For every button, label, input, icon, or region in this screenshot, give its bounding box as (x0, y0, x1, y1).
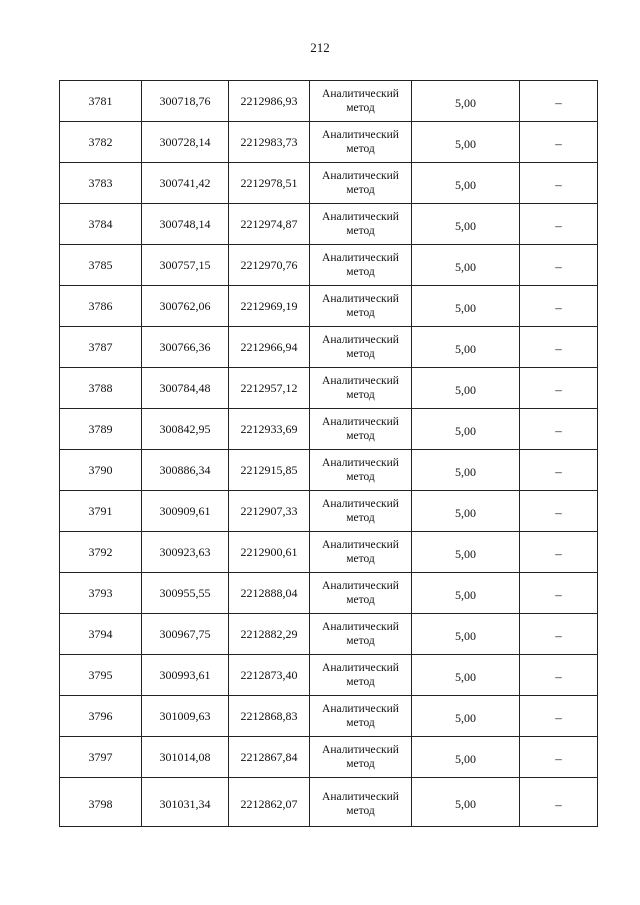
x-coordinate-cell-text: 300993,61 (159, 668, 211, 682)
method-cell-text: Аналитический (322, 252, 399, 264)
y-coordinate-cell-text: 2212978,51 (240, 176, 298, 190)
y-coordinate-cell-text: 2212888,04 (240, 586, 298, 600)
point-number-cell (60, 532, 142, 573)
accuracy-value-cell-text: 5,00 (455, 752, 476, 766)
note-cell (520, 245, 598, 286)
table-row (60, 696, 598, 737)
y-coordinate-cell (229, 614, 310, 655)
x-coordinate-cell (142, 655, 229, 696)
table-row (60, 286, 598, 327)
y-coordinate-cell (229, 81, 310, 122)
accuracy-value-cell-text: 5,00 (455, 383, 476, 397)
y-coordinate-cell-text: 2212957,12 (240, 381, 298, 395)
note-cell (520, 491, 598, 532)
table-body (60, 81, 598, 827)
note-cell-text: – (555, 464, 562, 479)
y-coordinate-cell (229, 491, 310, 532)
point-number-cell-text: 3796 (88, 709, 113, 723)
method-cell-text: метод (346, 676, 375, 689)
accuracy-value-cell-text: 5,00 (455, 219, 476, 233)
coordinates-table-container (59, 80, 598, 827)
accuracy-value-cell (412, 532, 520, 573)
point-number-cell (60, 163, 142, 204)
method-cell-text: Аналитический (322, 375, 399, 387)
x-coordinate-cell-text: 301009,63 (159, 709, 211, 723)
x-coordinate-cell-text: 300923,63 (159, 545, 211, 559)
y-coordinate-cell-text: 2212966,94 (240, 340, 298, 354)
x-coordinate-cell (142, 450, 229, 491)
point-number-cell (60, 614, 142, 655)
method-cell-text: метод (346, 594, 375, 607)
method-cell-text: Аналитический (322, 744, 399, 756)
note-cell (520, 532, 598, 573)
note-cell-text: – (555, 382, 562, 397)
table-row (60, 532, 598, 573)
y-coordinate-cell-text: 2212986,93 (240, 94, 298, 108)
y-coordinate-cell (229, 778, 310, 827)
x-coordinate-cell (142, 327, 229, 368)
x-coordinate-cell-text: 300762,06 (159, 299, 211, 313)
method-cell-text: Аналитический (322, 293, 399, 305)
note-cell-text: – (555, 95, 562, 110)
note-cell (520, 737, 598, 778)
table-row (60, 163, 598, 204)
method-cell (310, 122, 412, 163)
note-cell-text: – (555, 710, 562, 725)
accuracy-value-cell-text: 5,00 (455, 506, 476, 520)
point-number-cell (60, 327, 142, 368)
method-cell (310, 491, 412, 532)
accuracy-value-cell (412, 286, 520, 327)
method-cell-text: метод (346, 717, 375, 730)
table-row (60, 737, 598, 778)
point-number-cell-text: 3798 (88, 797, 113, 811)
method-cell-text: Аналитический (322, 129, 399, 141)
x-coordinate-cell-text: 300766,36 (159, 340, 211, 354)
x-coordinate-cell (142, 204, 229, 245)
accuracy-value-cell-text: 5,00 (455, 629, 476, 643)
y-coordinate-cell-text: 2212915,85 (240, 463, 298, 477)
method-cell-text: метод (346, 184, 375, 197)
y-coordinate-cell-text: 2212868,83 (240, 709, 298, 723)
point-number-cell (60, 409, 142, 450)
note-cell (520, 655, 598, 696)
method-cell (310, 778, 412, 827)
note-cell (520, 368, 598, 409)
table-row (60, 368, 598, 409)
x-coordinate-cell (142, 491, 229, 532)
x-coordinate-cell (142, 532, 229, 573)
y-coordinate-cell (229, 163, 310, 204)
table-row (60, 204, 598, 245)
note-cell (520, 204, 598, 245)
method-cell (310, 327, 412, 368)
method-cell (310, 573, 412, 614)
accuracy-value-cell-text: 5,00 (455, 465, 476, 479)
note-cell-text: – (555, 300, 562, 315)
table-row (60, 327, 598, 368)
note-cell-text: – (555, 546, 562, 561)
method-cell-text: Аналитический (322, 416, 399, 428)
point-number-cell-text: 3793 (88, 586, 113, 600)
note-cell (520, 778, 598, 827)
method-cell (310, 450, 412, 491)
method-cell (310, 737, 412, 778)
point-number-cell (60, 573, 142, 614)
x-coordinate-cell (142, 737, 229, 778)
accuracy-value-cell-text: 5,00 (455, 342, 476, 356)
accuracy-value-cell-text: 5,00 (455, 588, 476, 602)
x-coordinate-cell-text: 300909,61 (159, 504, 211, 518)
accuracy-value-cell (412, 696, 520, 737)
accuracy-value-cell (412, 450, 520, 491)
method-cell (310, 286, 412, 327)
method-cell-text: Аналитический (322, 211, 399, 223)
x-coordinate-cell-text: 300955,55 (159, 586, 211, 600)
point-number-cell-text: 3789 (88, 422, 113, 436)
point-number-cell-text: 3792 (88, 545, 113, 559)
y-coordinate-cell-text: 2212900,61 (240, 545, 298, 559)
method-cell-text: Аналитический (322, 498, 399, 510)
point-number-cell-text: 3794 (88, 627, 113, 641)
point-number-cell (60, 696, 142, 737)
method-cell-text: Аналитический (322, 457, 399, 469)
y-coordinate-cell (229, 737, 310, 778)
table-row (60, 778, 598, 827)
y-coordinate-cell-text: 2212970,76 (240, 258, 298, 272)
x-coordinate-cell-text: 300967,75 (159, 627, 211, 641)
y-coordinate-cell-text: 2212862,07 (240, 797, 298, 811)
method-cell-text: Аналитический (322, 703, 399, 715)
y-coordinate-cell (229, 696, 310, 737)
method-cell-text: метод (346, 348, 375, 361)
accuracy-value-cell (412, 327, 520, 368)
note-cell (520, 573, 598, 614)
method-cell (310, 245, 412, 286)
coordinates-table (59, 80, 598, 827)
note-cell-text: – (555, 628, 562, 643)
y-coordinate-cell-text: 2212969,19 (240, 299, 298, 313)
y-coordinate-cell (229, 532, 310, 573)
x-coordinate-cell (142, 409, 229, 450)
method-cell (310, 696, 412, 737)
method-cell-text: Аналитический (322, 334, 399, 346)
x-coordinate-cell-text: 300757,15 (159, 258, 211, 272)
y-coordinate-cell-text: 2212873,40 (240, 668, 298, 682)
accuracy-value-cell-text: 5,00 (455, 424, 476, 438)
table-row (60, 450, 598, 491)
page-number: 212 (310, 40, 330, 55)
accuracy-value-cell-text: 5,00 (455, 96, 476, 110)
method-cell-text: метод (346, 389, 375, 402)
point-number-cell (60, 245, 142, 286)
note-cell (520, 409, 598, 450)
method-cell-text: Аналитический (322, 662, 399, 674)
x-coordinate-cell-text: 300886,34 (159, 463, 211, 477)
x-coordinate-cell (142, 696, 229, 737)
accuracy-value-cell (412, 409, 520, 450)
accuracy-value-cell (412, 81, 520, 122)
y-coordinate-cell (229, 122, 310, 163)
accuracy-value-cell-text: 5,00 (455, 547, 476, 561)
method-cell-text: метод (346, 143, 375, 156)
point-number-cell (60, 450, 142, 491)
y-coordinate-cell (229, 327, 310, 368)
note-cell-text: – (555, 136, 562, 151)
point-number-cell-text: 3795 (88, 668, 113, 682)
note-cell-text: – (555, 218, 562, 233)
accuracy-value-cell (412, 573, 520, 614)
note-cell-text: – (555, 505, 562, 520)
note-cell-text: – (555, 177, 562, 192)
method-cell (310, 532, 412, 573)
y-coordinate-cell-text: 2212933,69 (240, 422, 298, 436)
y-coordinate-cell-text: 2212882,29 (240, 627, 298, 641)
method-cell (310, 409, 412, 450)
method-cell-text: метод (346, 553, 375, 566)
x-coordinate-cell (142, 122, 229, 163)
point-number-cell-text: 3787 (88, 340, 113, 354)
accuracy-value-cell (412, 491, 520, 532)
x-coordinate-cell (142, 81, 229, 122)
method-cell (310, 614, 412, 655)
method-cell-text: метод (346, 471, 375, 484)
note-cell-text: – (555, 797, 562, 812)
note-cell-text: – (555, 751, 562, 766)
table-row (60, 614, 598, 655)
y-coordinate-cell (229, 368, 310, 409)
table-row (60, 245, 598, 286)
accuracy-value-cell-text: 5,00 (455, 260, 476, 274)
x-coordinate-cell-text: 300718,76 (159, 94, 211, 108)
accuracy-value-cell (412, 737, 520, 778)
y-coordinate-cell (229, 573, 310, 614)
x-coordinate-cell-text: 300728,14 (159, 135, 211, 149)
y-coordinate-cell (229, 204, 310, 245)
x-coordinate-cell (142, 245, 229, 286)
point-number-cell-text: 3785 (88, 258, 113, 272)
note-cell-text: – (555, 259, 562, 274)
method-cell-text: Аналитический (322, 580, 399, 592)
x-coordinate-cell (142, 614, 229, 655)
table-row (60, 491, 598, 532)
x-coordinate-cell-text: 301031,34 (159, 797, 211, 811)
y-coordinate-cell (229, 286, 310, 327)
method-cell-text: Аналитический (322, 539, 399, 551)
point-number-cell (60, 368, 142, 409)
point-number-cell-text: 3797 (88, 750, 113, 764)
method-cell-text: Аналитический (322, 791, 399, 803)
accuracy-value-cell (412, 163, 520, 204)
method-cell-text: метод (346, 307, 375, 320)
accuracy-value-cell (412, 204, 520, 245)
method-cell-text: метод (346, 805, 375, 818)
x-coordinate-cell-text: 300741,42 (159, 176, 211, 190)
y-coordinate-cell (229, 450, 310, 491)
note-cell-text: – (555, 587, 562, 602)
table-row (60, 573, 598, 614)
x-coordinate-cell (142, 368, 229, 409)
point-number-cell-text: 3788 (88, 381, 113, 395)
note-cell (520, 327, 598, 368)
x-coordinate-cell (142, 778, 229, 827)
point-number-cell (60, 122, 142, 163)
point-number-cell (60, 81, 142, 122)
point-number-cell-text: 3781 (88, 94, 113, 108)
x-coordinate-cell-text: 300842,95 (159, 422, 211, 436)
accuracy-value-cell (412, 122, 520, 163)
accuracy-value-cell-text: 5,00 (455, 301, 476, 315)
y-coordinate-cell (229, 409, 310, 450)
point-number-cell-text: 3790 (88, 463, 113, 477)
accuracy-value-cell (412, 655, 520, 696)
x-coordinate-cell-text: 300748,14 (159, 217, 211, 231)
x-coordinate-cell-text: 300784,48 (159, 381, 211, 395)
method-cell-text: метод (346, 635, 375, 648)
x-coordinate-cell (142, 163, 229, 204)
x-coordinate-cell-text: 301014,08 (159, 750, 211, 764)
accuracy-value-cell (412, 778, 520, 827)
table-row (60, 81, 598, 122)
note-cell (520, 163, 598, 204)
y-coordinate-cell (229, 245, 310, 286)
y-coordinate-cell-text: 2212907,33 (240, 504, 298, 518)
method-cell-text: метод (346, 758, 375, 771)
y-coordinate-cell (229, 655, 310, 696)
method-cell-text: метод (346, 266, 375, 279)
y-coordinate-cell-text: 2212974,87 (240, 217, 298, 231)
point-number-cell-text: 3782 (88, 135, 113, 149)
point-number-cell (60, 491, 142, 532)
y-coordinate-cell-text: 2212867,84 (240, 750, 298, 764)
x-coordinate-cell (142, 286, 229, 327)
note-cell (520, 696, 598, 737)
accuracy-value-cell (412, 245, 520, 286)
method-cell (310, 204, 412, 245)
method-cell-text: Аналитический (322, 621, 399, 633)
method-cell-text: метод (346, 430, 375, 443)
point-number-cell (60, 204, 142, 245)
y-coordinate-cell-text: 2212983,73 (240, 135, 298, 149)
accuracy-value-cell (412, 614, 520, 655)
accuracy-value-cell-text: 5,00 (455, 137, 476, 151)
table-row (60, 655, 598, 696)
accuracy-value-cell-text: 5,00 (455, 711, 476, 725)
table-row (60, 409, 598, 450)
point-number-cell (60, 655, 142, 696)
table-row (60, 122, 598, 163)
note-cell-text: – (555, 669, 562, 684)
accuracy-value-cell (412, 368, 520, 409)
accuracy-value-cell-text: 5,00 (455, 670, 476, 684)
method-cell (310, 81, 412, 122)
method-cell-text: Аналитический (322, 88, 399, 100)
point-number-cell (60, 286, 142, 327)
note-cell (520, 450, 598, 491)
method-cell-text: метод (346, 102, 375, 115)
method-cell (310, 163, 412, 204)
method-cell (310, 655, 412, 696)
point-number-cell (60, 737, 142, 778)
note-cell (520, 81, 598, 122)
method-cell-text: Аналитический (322, 170, 399, 182)
point-number-cell-text: 3791 (88, 504, 113, 518)
x-coordinate-cell (142, 573, 229, 614)
note-cell (520, 614, 598, 655)
note-cell-text: – (555, 341, 562, 356)
note-cell (520, 122, 598, 163)
method-cell-text: метод (346, 225, 375, 238)
accuracy-value-cell-text: 5,00 (455, 797, 476, 811)
point-number-cell-text: 3786 (88, 299, 113, 313)
note-cell-text: – (555, 423, 562, 438)
point-number-cell-text: 3784 (88, 217, 113, 231)
method-cell (310, 368, 412, 409)
method-cell-text: метод (346, 512, 375, 525)
accuracy-value-cell-text: 5,00 (455, 178, 476, 192)
point-number-cell (60, 778, 142, 827)
note-cell (520, 286, 598, 327)
point-number-cell-text: 3783 (88, 176, 113, 190)
